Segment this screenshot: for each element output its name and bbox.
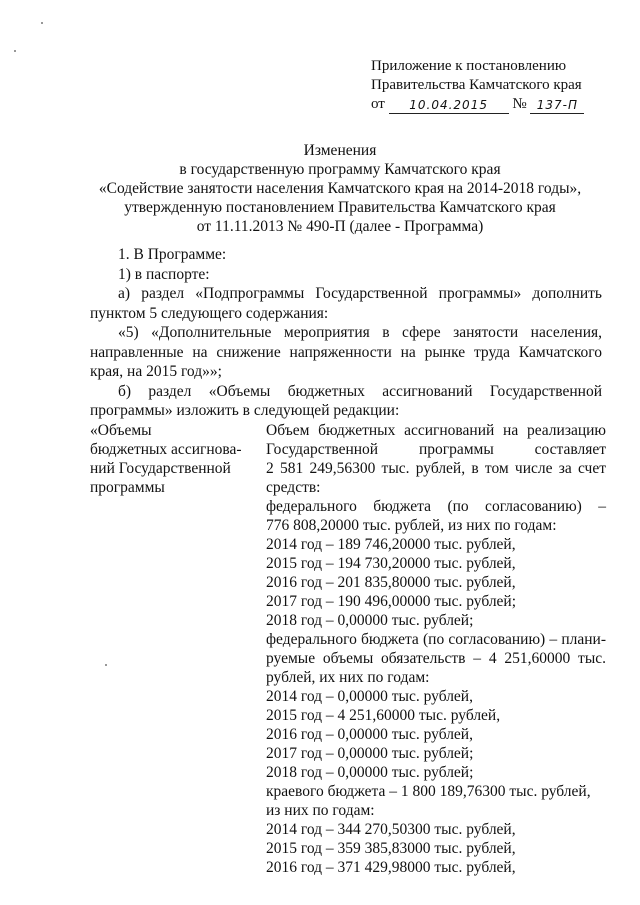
value-line: 2014 год – 0,00000 тыс. рублей, [266, 688, 473, 705]
title-line-5: от 11.11.2013 № 490-П (далее - Программа) [196, 218, 484, 235]
value-line: 2014 год – 344 270,50300 тыс. рублей, [266, 821, 516, 838]
paragraph: 1. В Программе: [118, 246, 227, 263]
value-line: 2018 год – 0,00000 тыс. рублей; [266, 764, 474, 781]
paragraph: б) раздел «Объемы бюджетных ассигнований Государственной программы» изложить в следующей редакции: [90, 382, 602, 419]
value-line: Объем бюджетных ассигнований на реализацию [266, 422, 606, 439]
title-line-1: Изменения [303, 142, 377, 159]
label-line: «Объемы [90, 422, 152, 439]
title-line-2: в государственную программу Камчатского края [179, 161, 501, 178]
table-value-cell [266, 421, 606, 877]
value-line: 2 581 249,56300 тыс. рублей, в том числе за счет [266, 460, 606, 477]
number-label: № [512, 96, 527, 112]
value-line: 2017 год – 190 496,00000 тыс. рублей; [266, 593, 517, 610]
appendix-line-2: Правительства Камчатского края [371, 77, 582, 93]
document-body [90, 245, 602, 421]
value-line: федерального бюджета (по согласованию) – [266, 498, 606, 515]
value-line: 2015 год – 4 251,60000 тыс. рублей, [266, 707, 501, 724]
value-line: средств: [266, 479, 321, 496]
handwritten-date: 10.04.2015 [409, 98, 488, 112]
label-line: программы [90, 479, 165, 496]
handwritten-number: 137-П [536, 98, 579, 112]
label-line: бюджетных ассигнова- [90, 441, 242, 458]
scan-speck [41, 22, 43, 24]
paragraph: «5) «Дополнительные мероприятия в сфере занятости населения, направленные на снижение напряженности на рынке труда Камчатского края, на 2015 год»»; [90, 324, 602, 380]
document-title [60, 141, 620, 236]
date-field [389, 96, 509, 114]
label-line: ний Государственной [90, 460, 231, 477]
appendix-line-1: Приложение к постановлению [371, 58, 567, 74]
value-line: 2015 год – 194 730,20000 тыс. рублей, [266, 555, 516, 572]
value-line: 2016 год – 0,00000 тыс. рублей, [266, 726, 473, 743]
value-line: краевого бюджета – 1 800 189,76300 тыс. рублей, [266, 783, 591, 800]
value-line: из них по годам: [266, 802, 375, 819]
value-line: рублей, их них по годам: [266, 669, 430, 686]
value-line: 2016 год – 201 835,80000 тыс. рублей, [266, 574, 516, 591]
value-line: федерального бюджета (по согласованию) – плани- [266, 631, 606, 648]
value-line: 2016 год – 371 429,98000 тыс. рублей, [266, 859, 516, 876]
from-label: от [371, 96, 385, 112]
value-line: 2014 год – 189 746,20000 тыс. рублей, [266, 536, 516, 553]
appendix-date-line [371, 95, 584, 114]
scan-speck [14, 50, 16, 52]
value-line: 2015 год – 359 385,83000 тыс. рублей, [266, 840, 516, 857]
value-line: Государственной программы составляет [266, 441, 606, 458]
paragraph: 1) в паспорте: [118, 265, 210, 283]
table-label-cell [90, 421, 255, 497]
value-line: 2018 год – 0,00000 тыс. рублей; [266, 612, 474, 629]
title-line-3: «Содействие занятости населения Камчатского края на 2014-2018 годы», [98, 180, 582, 197]
number-field [530, 96, 584, 114]
title-line-4: утвержденную постановлением Правительства Камчатского края [124, 199, 556, 216]
value-line: руемые объемы обязательств – 4 251,60000 тыс. [266, 650, 606, 667]
scan-speck [105, 664, 107, 666]
value-line: 2017 год – 0,00000 тыс. рублей; [266, 745, 474, 762]
value-line: 776 808,20000 тыс. рублей, из них по годам: [266, 517, 557, 534]
paragraph: а) раздел «Подпрограммы Государственной программы» дополнить пунктом 5 следующего содержания: [90, 285, 602, 322]
appendix-header [371, 57, 584, 114]
